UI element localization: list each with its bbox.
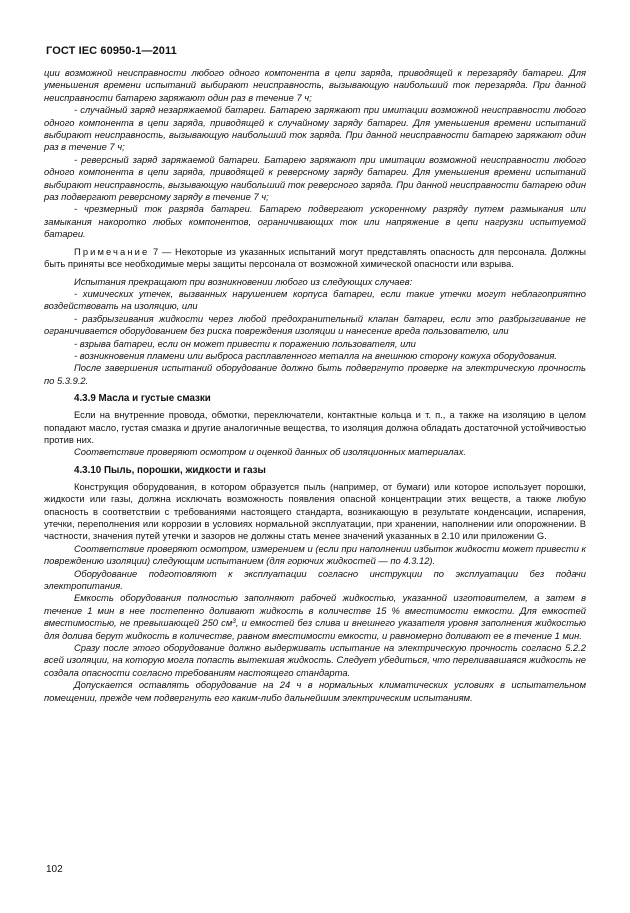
paragraph-electric-strength: Сразу после этого оборудование должно выдерживать испытание на электрическую прочность согласно 5.2.2 всей изоляции, на которую могла попасть вытекшая жидкость. Следует убедиться, что переливавшаяся жидкость не создала опасности согласно требованиям настоящего стандарта. (44, 642, 586, 678)
paragraph-24h-rest: Допускается оставлять оборудование на 24 ч в нормальных климатических условиях в испытательном помещении, прежде чем подвергнуть его каким-либо дальнейшим электрическим испытаниям. (44, 679, 586, 703)
paragraph-oils-requirement: Если на внутренние провода, обмотки, переключатели, контактные кольца и т. п., а также на изоляцию в целом попадают масло, густая смазка и другие аналогичные вещества, то изоляция должна обладать достаточной устойчивостью против них. (44, 409, 586, 445)
paragraph-dust-requirement: Конструкция оборудования, в котором образуется пыль (например, от бумаги) или которое использует порошки, жидкости или газы, должна исключать возможность появления опасной концентрации этих веществ, а также любую опасность в соответствии с требованиями настоящего стандарта, возникающую в результате конденсации, испарения, утечки, переполнения или коррозии в условиях нормальной эксплуатации, при хранении, наполнении или опорожнении. В частности, значения путей утечки и зазоров не должны стать менее значений указанных в 2.10 или приложении G. (44, 480, 586, 542)
fill-test-text-b: , и емкостей без слива и внешнего указателя уровня заполнения жидкостью для долива берут жидкость в количестве, равном вместимости емкости, и равномерно доливают ее в течение 1 мин. (44, 617, 586, 641)
paragraph-equipment-prep: Оборудование подготовляют к эксплуатации согласно инструкции по эксплуатации без подачи электропитания. (44, 567, 586, 592)
paragraph-dust-compliance: Соответствие проверяют осмотром, измерением и (если при наполнении избыток жидкости может привести к повреждению изоляции) следующим испытанием (для горючих жидкостей — по 4.3.12). (44, 542, 586, 567)
note-7 (44, 246, 586, 271)
paragraph-after-tests: После завершения испытаний оборудование должно быть подвергнуто проверке на электрическую прочность по 5.3.9.2. (44, 362, 586, 386)
paragraph-overcharge-continuation: ции возможной неисправности любого одного компонента в цепи заряда, приводящей к перезаряду батареи. Для уменьшения времени испытаний выбирают неисправность, вызывающую наибольший ток перезаряда. При данной неисправности батарею заряжают один раз в течение 7 ч; (44, 67, 586, 103)
fill-test-text-a: Емкость оборудования полностью заполняют рабочей жидкостью, указанной изготовителем, а затем в течение 1 мин в нее постепенно доливают жидкость в количестве 15 % вместимости емкости. Для емкостей вместимостью, не превышающей 250 см (44, 592, 586, 629)
list-item-splashing: - разбрызгивания жидкости через любой предохранительный клапан батареи, если это разбрызгивание не ограничивается оборудованием без риска повреждения изоляции и нанесение вреда пользователю, или (44, 312, 586, 337)
section-heading-4-3-9: 4.3.9 Масла и густые смазки (74, 393, 211, 405)
paragraph-random-charge: - случайный заряд незаряжаемой батареи. Батарею заряжают при имитации возможной неисправности любого одного компонента в цепи заряда, приводящей к случайному заряду батареи. Для уменьшения времени испытаний выбирают неисправность, вызывающую наибольший ток заряда. При данной неисправности батарею заряжают один раз в течение 7 ч; (44, 104, 586, 153)
superscript-3: 3 (232, 618, 236, 626)
list-item-explosion: - взрыва батареи, если он может привести к поражению пользователя, или (74, 337, 416, 349)
page-number: 102 (46, 864, 63, 875)
paragraph-excess-discharge: - чрезмерный ток разряда батареи. Батарею подвергают ускоренному разряду путем размыкания или замыкания накоротко любых компонентов, ограничивающих ток или напряжение в цепи нагрузки испытуемой батареи. (44, 203, 586, 240)
list-item-flame: - возникновения пламени или выброса расплавленного металла на внешнюю сторону кожуха оборудования. (74, 349, 558, 361)
document-header: ГОСТ IEC 60950-1—2011 (46, 45, 177, 57)
section-heading-4-3-10: 4.3.10 Пыль, порошки, жидкости и газы (74, 464, 266, 476)
paragraph-oils-compliance: Соответствие проверяют осмотром и оценкой данных об изоляционных материалах. (74, 446, 466, 458)
note-label: Примечание (74, 245, 150, 257)
paragraph-reverse-charge: - реверсный заряд заряжаемой батареи. Батарею заряжают при имитации возможной неисправности любого одного компонента в цепи заряда, приводящей к реверсному заряду батареи. Для уменьшения времени испытаний выбирают неисправность, вызывающую наибольший ток реверсного заряда. При данной неисправности батарею один раз подвергают реверсному заряду в течение 7 ч; (44, 153, 586, 203)
list-item-chemical-leak: - химических утечек, вызванных нарушением корпуса батареи, если такие утечки могут неблагоприятно воздействовать на изоляцию, или (44, 287, 586, 312)
note-text: 7 — Некоторые из указанных испытаний могут представлять опасность для персонала. Должны быть приняты все необходимые меры защиты персонала от возможной химической опасности или взрыва. (44, 245, 586, 270)
paragraph-fill-test (44, 592, 586, 642)
paragraph-stop-conditions: Испытания прекращают при возникновении любого из следующих случаев: (74, 275, 413, 287)
